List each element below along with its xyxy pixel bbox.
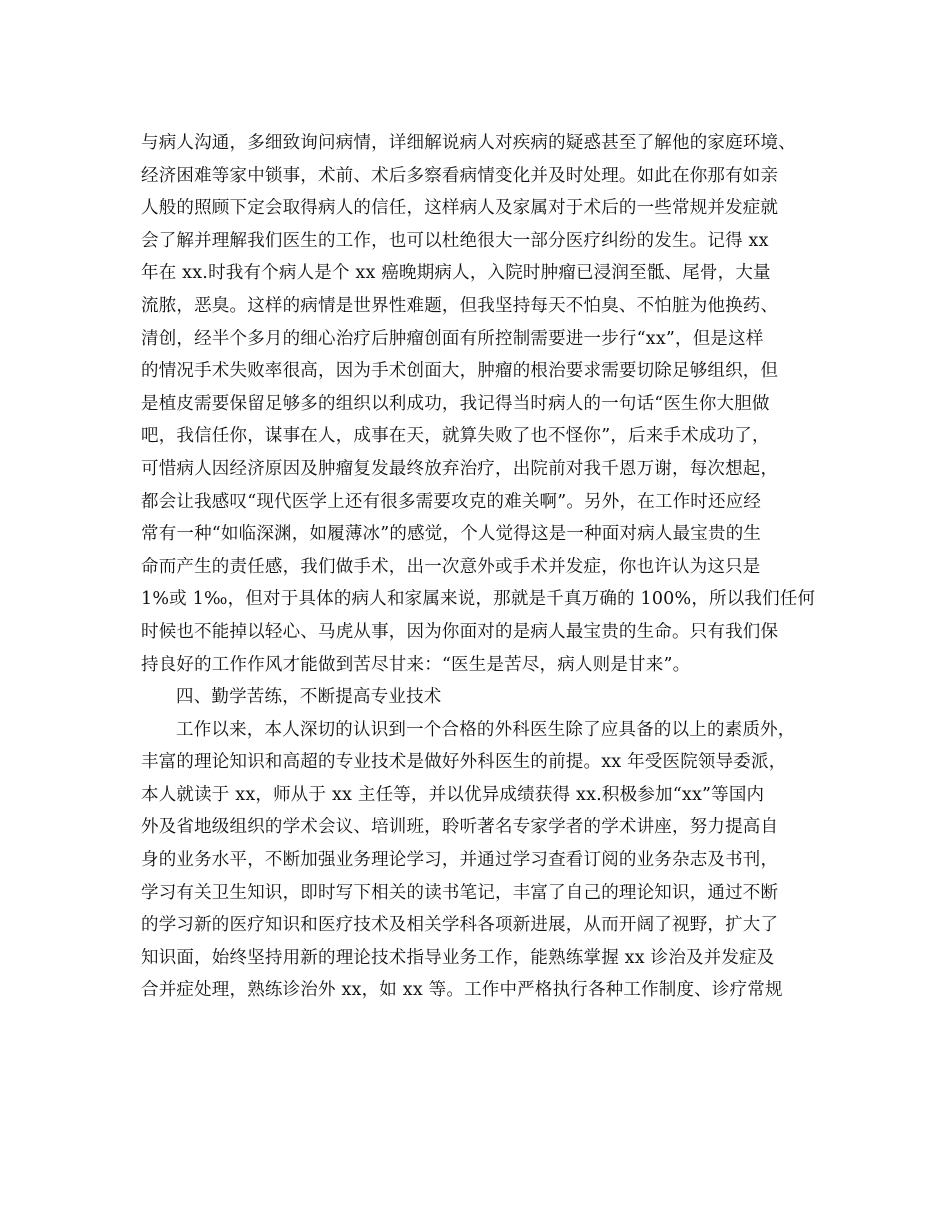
text-line: 本人就读于 xx，师从于 xx 主任等，并以优异成绩获得 xx.积极参加“xx”等国内 xyxy=(141,784,765,805)
text-line: 的学习新的医疗知识和医疗技术及相关学科各项新进展，从而开阔了视野，扩大了 xyxy=(141,915,779,936)
text-line: 流脓，恶臭。这样的病情是世界性难题，但我坚持每天不怕臭、不怕脏为他换药、 xyxy=(141,295,779,316)
text-line: 会了解并理解我们医生的工作，也可以杜绝很大一部分医疗纠纷的发生。记得 xx xyxy=(141,230,769,251)
text-line: 1%或 1‰，但对于具体的病人和家属来说，那就是千真万确的 100%，所以我们任何 xyxy=(141,589,816,610)
text-line: 命而产生的责任感，我们做手术，出一次意外或手术并发症，你也许认为这只是 xyxy=(141,556,761,577)
paragraph-first-line: 工作以来，本人深切的认识到一个合格的外科医生除了应具备的以上的素质外， xyxy=(176,719,796,740)
text-line: 外及省地级组织的学术会议、培训班，聆听著名专家学者的学术讲座，努力提高自 xyxy=(141,817,779,838)
text-line: 持良好的工作作风才能做到苦尽甘来：“医生是苦尽，病人则是甘来”。 xyxy=(141,654,691,675)
text-line: 身的业务水平，不断加强业务理论学习，并通过学习查看订阅的业务杂志及书刊， xyxy=(141,850,779,871)
text-line: 的情况手术失败率很高，因为手术创面大，肿瘤的根治要求需要切除足够组织，但 xyxy=(141,361,779,382)
text-line: 年在 xx.时我有个病人是个 xx 癌晚期病人，入院时肿瘤已浸润至骶、尾骨，大量 xyxy=(141,263,771,284)
text-line: 合并症处理，熟练诊治外 xx，如 xx 等。工作中严格执行各种工作制度、诊疗常规 xyxy=(141,980,783,1001)
text-line: 清创，经半个多月的细心治疗后肿瘤创面有所控制需要进一步行“xx”，但是这样 xyxy=(141,328,764,349)
text-line: 是植皮需要保留足够多的组织以利成功，我记得当时病人的一句话“医生你大胆做 xyxy=(141,393,770,414)
text-line: 时候也不能掉以轻心、马虎从事，因为你面对的是病人最宝贵的生命。只有我们保 xyxy=(141,621,779,642)
text-line: 都会让我感叹“现代医学上还有很多需要攻克的难关啊”。另外，在工作时还应经 xyxy=(141,491,762,512)
text-line: 吧，我信任你，谋事在人，成事在天，就算失败了也不怪你”，后来手术成功了， xyxy=(141,426,770,447)
text-line: 常有一种“如临深渊，如履薄冰”的感觉，个人觉得这是一种面对病人最宝贵的生 xyxy=(141,524,762,545)
section-heading: 四、勤学苦练，不断提高专业技术 xyxy=(176,687,442,708)
text-line: 经济困难等家中锁事，术前、术后多察看病情变化并及时处理。如此在你那有如亲 xyxy=(141,165,779,186)
text-line: 人般的照顾下定会取得病人的信任，这样病人及家属对于术后的一些常规并发症就 xyxy=(141,198,779,219)
text-line: 丰富的理论知识和高超的专业技术是做好外科医生的前提。xx 年受医院领导委派， xyxy=(141,752,787,773)
text-line: 学习有关卫生知识，即时写下相关的读书笔记，丰富了自己的理论知识，通过不断 xyxy=(141,882,779,903)
text-line: 可惜病人因经济原因及肿瘤复发最终放弃治疗，出院前对我千恩万谢，每次想起， xyxy=(141,458,779,479)
document-body xyxy=(141,127,831,1007)
text-line: 与病人沟通，多细致询问病情，详细解说病人对疾病的疑惑甚至了解他的家庭环境、 xyxy=(141,133,796,153)
text-line: 知识面，始终坚持用新的理论技术指导业务工作，能熟练掌握 xx 诊治及并发症及 xyxy=(141,947,775,968)
